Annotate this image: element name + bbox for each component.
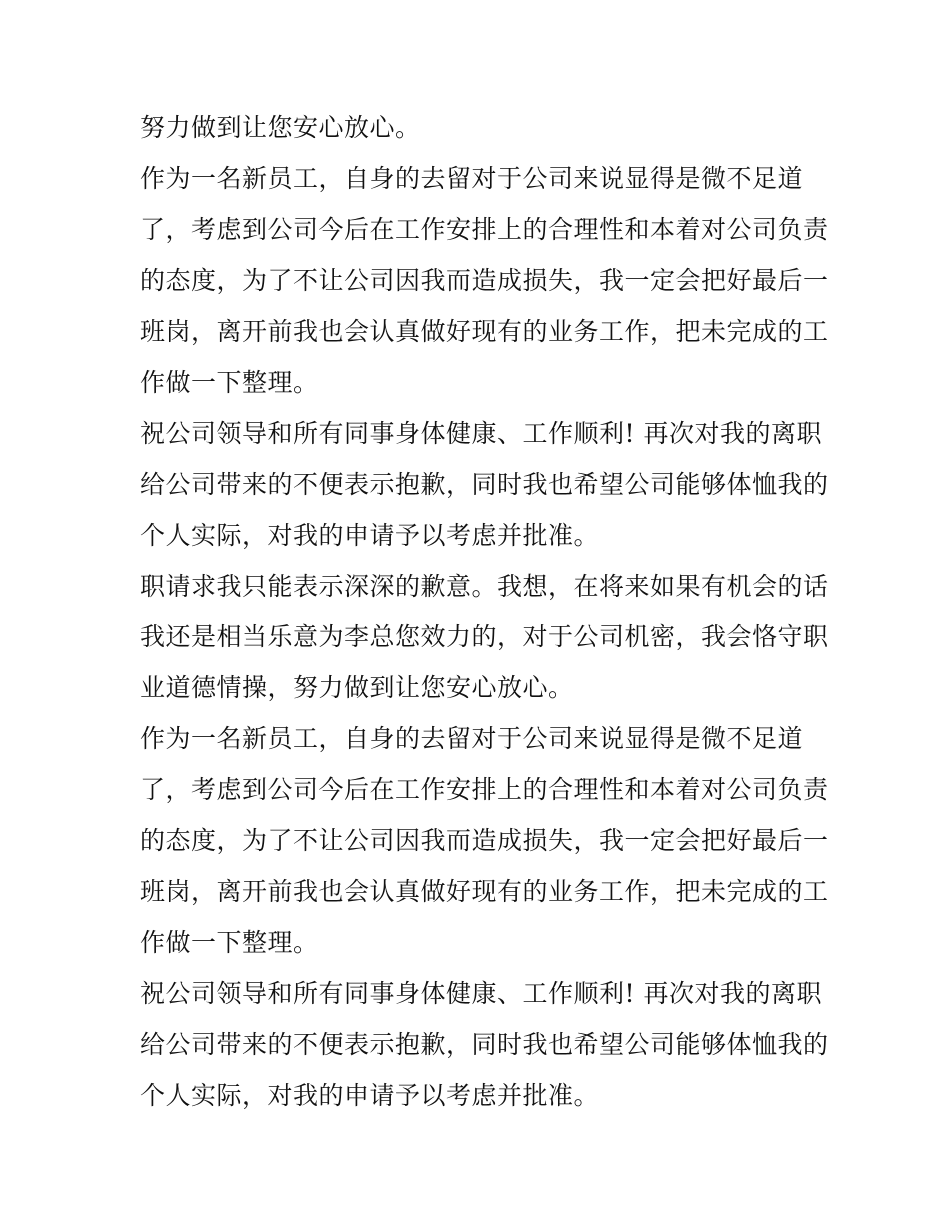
text-line: 给公司带来的不便表示抱歉，同时我也希望公司能够体恤我的 <box>140 470 829 499</box>
text-line: 我还是相当乐意为李总您效力的，对于公司机密，我会恪守职 <box>140 622 829 651</box>
text-line: 给公司带来的不便表示抱歉，同时我也希望公司能够体恤我的 <box>140 1030 829 1059</box>
text-line: 职请求我只能表示深深的歉意。我想，在将来如果有机会的话 <box>140 572 829 601</box>
text-line: 祝公司领导和所有同事身体健康、工作顺利! 再次对我的离职 <box>140 419 822 448</box>
text-line: 作做一下整理。 <box>140 928 319 957</box>
text-line: 班岗，离开前我也会认真做好现有的业务工作，把未完成的工 <box>140 317 829 346</box>
text-line: 的态度，为了不让公司因我而造成损失，我一定会把好最后一 <box>140 266 829 295</box>
text-line: 作做一下整理。 <box>140 368 319 397</box>
text-line: 业道德情操，努力做到让您安心放心。 <box>140 673 574 702</box>
text-line: 班岗，离开前我也会认真做好现有的业务工作，把未完成的工 <box>140 877 829 906</box>
text-line: 努力做到让您安心放心。 <box>140 113 421 142</box>
text-line: 个人实际，对我的申请予以考虑并批准。 <box>140 1081 600 1110</box>
text-line: 作为一名新员工，自身的去留对于公司来说显得是微不足道 <box>140 164 804 193</box>
text-line: 作为一名新员工，自身的去留对于公司来说显得是微不足道 <box>140 724 804 753</box>
text-line: 了，考虑到公司今后在工作安排上的合理性和本着对公司负责 <box>140 775 829 804</box>
text-line: 了，考虑到公司今后在工作安排上的合理性和本着对公司负责 <box>140 215 829 244</box>
text-line: 的态度，为了不让公司因我而造成损失，我一定会把好最后一 <box>140 826 829 855</box>
text-line: 祝公司领导和所有同事身体健康、工作顺利! 再次对我的离职 <box>140 979 822 1008</box>
text-line: 个人实际，对我的申请予以考虑并批准。 <box>140 521 600 550</box>
